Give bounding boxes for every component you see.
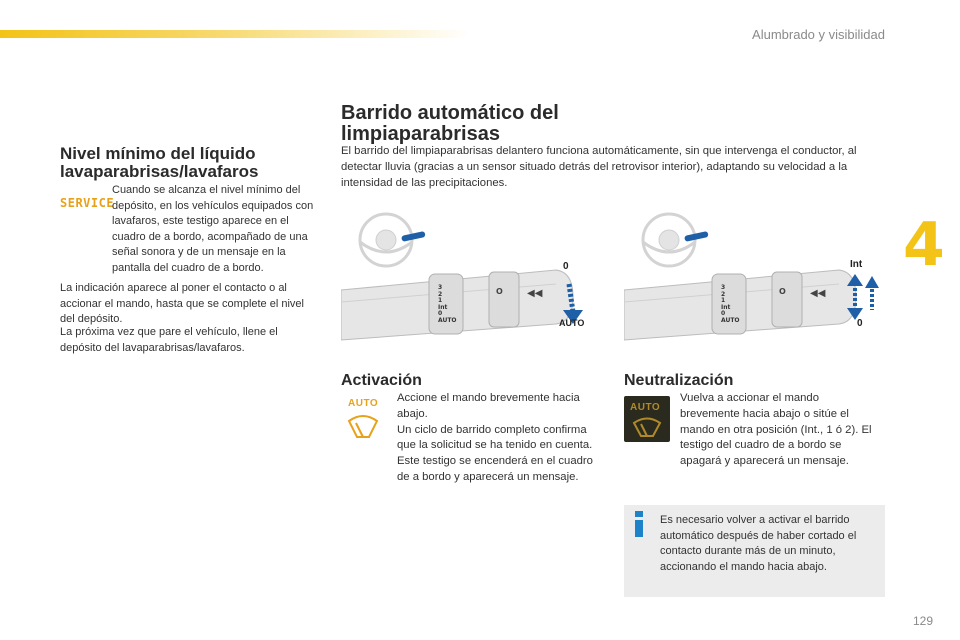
neutralization-text: Vuelva a accionar el mando brevemente hacia abajo o sitúe el mando en otra posición (Int., 1 ó 2). El testigo del cuadro de a bordo se apagará y aparecerá un mensaje. bbox=[680, 392, 872, 468]
left-section-description: Cuando se alcanza el nivel mínimo del depósito, en los vehículos equipados con lavafaros, este testigo aparece en el cuadro de a bordo, acompañado de una señal sonora y de un mensaje en la pantalla del cuadro de a bordo. bbox=[112, 184, 314, 274]
position-label-auto: AUTO bbox=[559, 318, 585, 328]
chapter-title: Alumbrado y visibilidad bbox=[752, 27, 885, 42]
steering-wheel-icon bbox=[360, 214, 426, 266]
page-number: 129 bbox=[913, 614, 934, 628]
activation-text bbox=[397, 391, 605, 486]
left-section-paragraph-2: La próxima vez que pare el vehículo, llene el depósito del lavaparabrisas/lavafaros. bbox=[60, 326, 278, 354]
service-warning-icon: SERVICE bbox=[60, 196, 115, 210]
steering-wheel-icon-2 bbox=[643, 214, 709, 266]
svg-text:O: O bbox=[779, 287, 786, 296]
main-section-title: Barrido automático del limpiaparabrisas bbox=[341, 102, 559, 145]
wiper-warning-icon bbox=[347, 413, 379, 439]
position-label-0-right: 0 bbox=[857, 318, 863, 329]
left-section-title: Nivel mínimo del líquido lavaparabrisas/lavafaros bbox=[60, 144, 259, 181]
neutralization-title: Neutralización bbox=[624, 372, 734, 389]
main-section-intro: El barrido del limpiaparabrisas delantero funciona automáticamente, sin que intervenga el conductor, al detectar lluvia (gracias a un sensor situado detrás del retrovisor interior), adaptando su velocidad a la intensidad de las precipitaciones. bbox=[341, 145, 857, 189]
auto-dark-label: AUTO bbox=[630, 402, 661, 413]
svg-text:◀◀: ◀◀ bbox=[527, 288, 543, 299]
activation-text-3: Este testigo se encenderá en el cuadro de a bordo y aparecerá un mensaje. bbox=[397, 455, 593, 483]
activation-title: Activación bbox=[341, 372, 422, 389]
activation-text-1: Accione el mando brevemente hacia abajo. bbox=[397, 392, 580, 420]
wiper-stalk-drawing-2 bbox=[624, 212, 886, 347]
svg-text:◀◀: ◀◀ bbox=[810, 288, 826, 299]
svg-text:O: O bbox=[496, 287, 503, 296]
wiper-stalk-illustration-neutral bbox=[624, 212, 886, 347]
wiper-scale-left: 3 2 1 Int 0 AUTO bbox=[438, 284, 457, 324]
wiper-stalk-illustration-auto bbox=[341, 212, 603, 347]
info-icon bbox=[632, 511, 646, 537]
activation-text-2: Un ciclo de barrido completo confirma que la solicitud se ha tenido en cuenta. bbox=[397, 423, 593, 452]
wiper-dark-icon bbox=[632, 416, 662, 438]
auto-warning-label: AUTO bbox=[348, 398, 379, 409]
left-section-paragraph-1: La indicación aparece al poner el contacto o al accionar el mando, hasta que se complete el nivel del depósito. bbox=[60, 282, 304, 325]
header-accent-bar bbox=[0, 30, 470, 38]
wiper-scale-right: 3 2 1 Int 0 AUTO bbox=[721, 284, 740, 324]
position-label-0: 0 bbox=[563, 261, 569, 272]
auto-wiper-dark-icon bbox=[624, 396, 670, 442]
position-label-int: Int bbox=[850, 259, 863, 270]
chapter-number: 4 bbox=[903, 210, 945, 280]
info-note-text: Es necesario volver a activar el barrido automático después de haber cortado el contacto durante más de un minuto, accionando el mando hacia abajo. bbox=[660, 514, 857, 573]
